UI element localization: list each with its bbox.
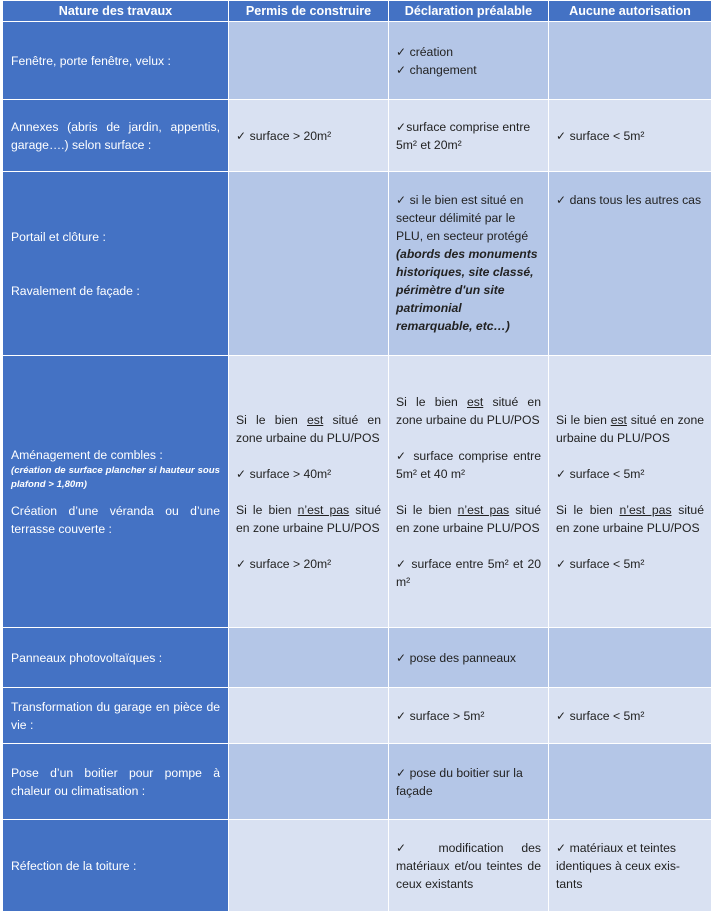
declaration-cell: ✓ création ✓ changement [389,22,549,100]
aucune-cell [549,744,712,820]
declaration-cell: ✓ si le bien est situé en secteur délimité par le PLU, en secteur protégé (abords des monuments historiques, site classé, périmètre d'un site patrimonial remarquable, etc…) [389,172,549,356]
nature-cell: Réfection de la toiture : [3,820,229,912]
row-toiture [3,820,712,912]
permis-cell [229,820,389,912]
declaration-cell: Si le bien est situé en zone urbaine du PLU/POS ✓ surface comprise entre 5m² et 40 m² Si le bien n’est pas situé en zone urbaine PLU/POS ✓ surface entre 5m² et 20 m² [389,356,549,628]
row-annexes [3,100,712,172]
header-permis: Permis de construire [229,1,389,22]
travaux-table [2,0,712,912]
header-declaration: Déclaration préalable [389,1,549,22]
aucune-cell: ✓ surface < 5m² [549,688,712,744]
check-icon: ✓ [236,556,247,571]
header-row [3,1,712,22]
header-nature: Nature des travaux [3,1,229,22]
aucune-cell [549,628,712,688]
permis-cell [229,172,389,356]
aucune-cell [549,22,712,100]
check-icon: ✓ [396,708,407,723]
permis-cell [229,688,389,744]
check-icon: ✓ [236,128,247,143]
declaration-cell: ✓ pose des panneaux [389,628,549,688]
nature-cell: Annexes (abris de jardin, appentis, garage….) selon surface : [3,100,229,172]
check-icon: ✓ [396,840,421,855]
check-icon: ✓ [396,44,407,59]
aucune-cell: ✓ surface < 5m² [549,100,712,172]
check-icon: ✓ [396,556,408,571]
aucune-cell: ✓ dans tous les autres cas [549,172,712,356]
nature-cell: Pose d’un boitier pour pompe à chaleur ou climatisation : [3,744,229,820]
check-icon: ✓ [396,650,407,665]
check-icon: ✓ [556,556,567,571]
aucune-cell: Si le bien est situé en zone urbaine du PLU/POS ✓ surface < 5m² Si le bien n’est pas situé en zone urbaine PLU/POS ✓ surface < 5m² [549,356,712,628]
check-icon: ✓ [396,62,407,77]
declaration-cell: ✓surface comprise entre 5m² et 20m² [389,100,549,172]
permis-cell [229,628,389,688]
permis-cell [229,22,389,100]
check-icon: ✓ [396,193,407,207]
check-icon: ✓ [556,466,567,481]
row-boitier [3,744,712,820]
row-fenetre [3,22,712,100]
permis-cell [229,744,389,820]
permis-cell: Si le bien est situé en zone urbaine du PLU/POS ✓ surface > 40m² Si le bien n’est pas situé en zone urbaine PLU/POS ✓ surface > 20m² [229,356,389,628]
check-icon: ✓ [396,765,407,780]
check-icon: ✓ [236,466,247,481]
check-icon: ✓ [556,193,567,207]
row-portail [3,172,712,356]
nature-cell: Fenêtre, porte fenêtre, velux : [3,22,229,100]
row-combles [3,356,712,628]
declaration-cell: ✓ modification des matériaux et/ou teintes de ceux existants [389,820,549,912]
check-icon: ✓ [556,128,567,143]
check-icon: ✓ [396,119,407,134]
nature-cell: Transformation du garage en pièce de vie : [3,688,229,744]
row-panneaux [3,628,712,688]
permis-cell: ✓ surface > 20m² [229,100,389,172]
row-garage [3,688,712,744]
nature-cell: Aménagement de combles : (création de surface plancher si hauteur sous plafond > 1,80m) Création d’une véranda ou d’une terrasse couverte : [3,356,229,628]
declaration-cell: ✓ surface > 5m² [389,688,549,744]
nature-cell: Portail et clôture : Ravalement de façade : [3,172,229,356]
header-aucune: Aucune autorisation [549,1,712,22]
aucune-cell: ✓ matériaux et teintes identiques à ceux exis-tants [549,820,712,912]
declaration-cell: ✓ pose du boitier sur la façade [389,744,549,820]
check-icon: ✓ [556,708,567,723]
nature-cell: Panneaux photovoltaïques : [3,628,229,688]
check-icon: ✓ [396,448,409,463]
check-icon: ✓ [556,840,567,855]
